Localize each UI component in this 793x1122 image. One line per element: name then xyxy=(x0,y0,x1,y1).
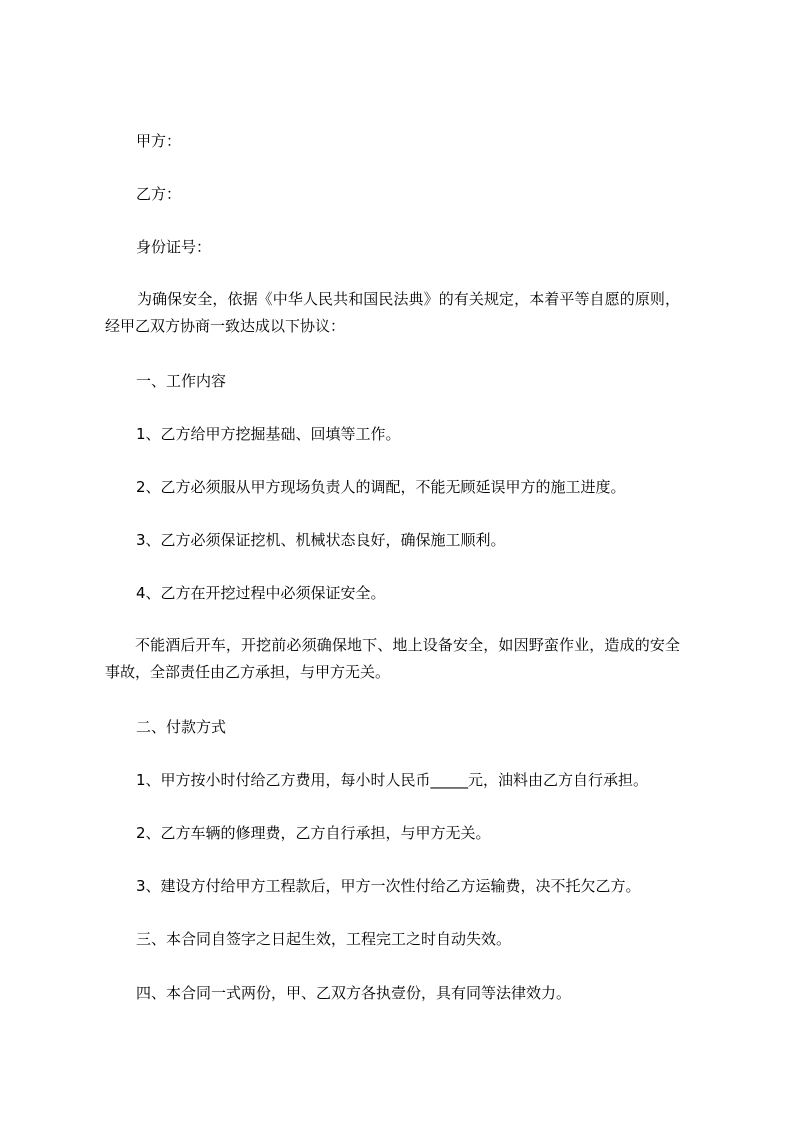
section3-clause: 三、本合同自签字之日起生效，工程完工之时自动失效。 xyxy=(136,930,512,948)
section1-item-4: 4、乙方在开挖过程中必须保证安全。 xyxy=(136,584,386,602)
section1-item-1: 1、乙方给甲方挖掘基础、回填等工作。 xyxy=(136,425,401,443)
section2-item-2: 2、乙方车辆的修理费，乙方自行承担，与甲方无关。 xyxy=(136,824,491,842)
section2-item-1: 1、甲方按小时付给乙方费用，每小时人民币_____元，油料由乙方自行承担。 xyxy=(136,771,649,789)
section2-item-3: 3、建设方付给甲方工程款后，甲方一次性付给乙方运输费，决不托欠乙方。 xyxy=(136,877,641,895)
party-a-label: 甲方： xyxy=(136,132,182,150)
section4-clause: 四、本合同一式两份，甲、乙双方各执壹份，具有同等法律效力。 xyxy=(136,984,572,1002)
preamble-paragraph: 为确保安全，依据《中华人民共和国民法典》的有关规定，本着平等自愿的原则，经甲乙双方协商一致达成以下协议： xyxy=(105,290,680,335)
section2-title: 二、付款方式 xyxy=(136,718,227,736)
party-b-label: 乙方： xyxy=(136,185,182,203)
id-number-label: 身份证号： xyxy=(136,238,212,256)
safety-clause-paragraph: 不能酒后开车，开挖前必须确保地下、地上设备安全，如因野蛮作业，造成的安全事故，全部责任由乙方承担，与甲方无关。 xyxy=(105,636,680,681)
section1-item-3: 3、乙方必须保证挖机、机械状态良好，确保施工顺利。 xyxy=(136,531,506,549)
section1-item-2: 2、乙方必须服从甲方现场负责人的调配，不能无顾延误甲方的施工进度。 xyxy=(136,478,626,496)
section1-title: 一、工作内容 xyxy=(136,372,227,390)
